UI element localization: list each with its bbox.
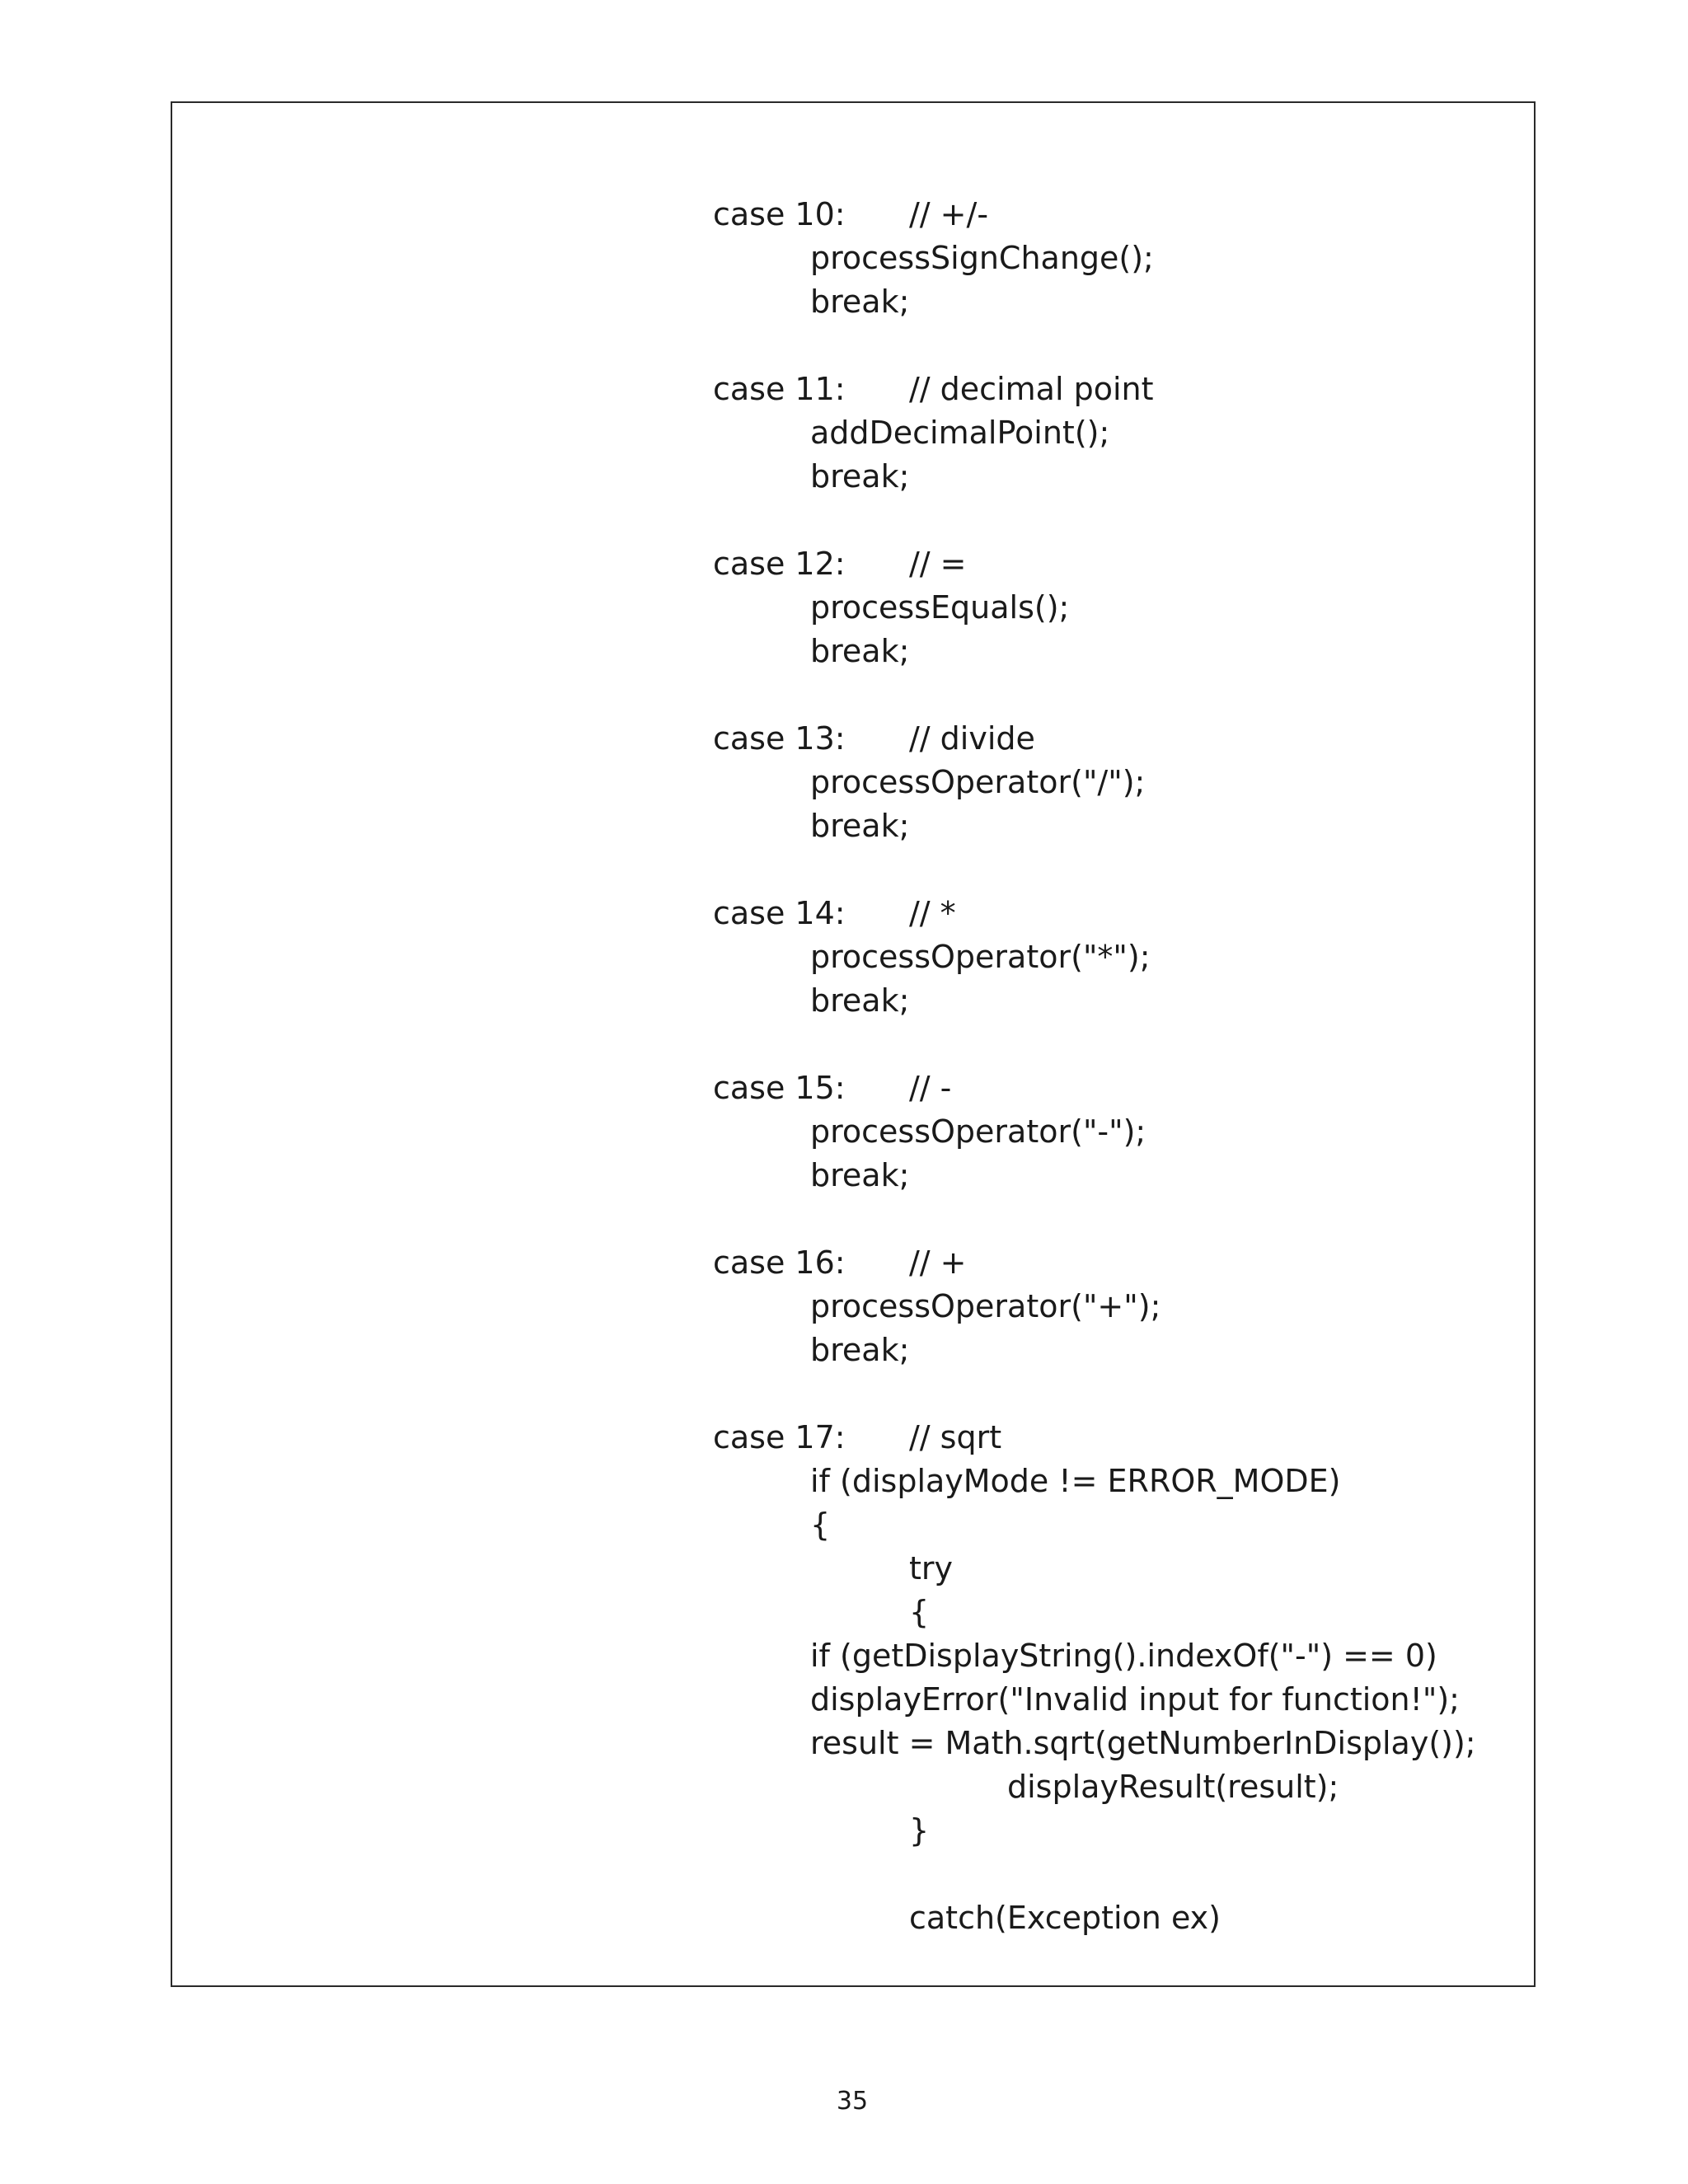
- page-number: 35: [836, 2087, 869, 2116]
- case-17-if-line: if (displayMode != ERROR_MODE): [810, 1463, 1341, 1499]
- case-10-comment: // +/-: [909, 196, 989, 232]
- case-12-call: processEquals();: [810, 589, 1070, 626]
- case-16-label: case 16:: [713, 1244, 846, 1281]
- case-14-comment: // *: [909, 895, 956, 931]
- case-17-result-line: result = Math.sqrt(getNumberInDisplay());: [810, 1725, 1476, 1761]
- case-16-call: processOperator("+");: [810, 1288, 1161, 1324]
- case-13-call: processOperator("/");: [810, 764, 1146, 800]
- case-17-comment: // sqrt: [909, 1419, 1002, 1455]
- case-11-comment: // decimal point: [909, 371, 1154, 407]
- case-13-comment: // divide: [909, 720, 1035, 757]
- case-16-comment: // +: [909, 1244, 967, 1281]
- case-12-break: break;: [810, 633, 910, 669]
- case-17-display-result: displayResult(result);: [1007, 1769, 1339, 1805]
- case-10-label: case 10:: [713, 196, 846, 232]
- case-13-label: case 13:: [713, 720, 846, 757]
- case-17-try-open: {: [909, 1594, 930, 1630]
- case-15-break: break;: [810, 1157, 910, 1193]
- case-12-comment: // =: [909, 546, 967, 582]
- case-15-comment: // -: [909, 1070, 952, 1106]
- case-17-display-error: displayError("Invalid input for function!");: [810, 1681, 1460, 1718]
- case-17-try: try: [909, 1550, 954, 1586]
- case-17-open-brace: {: [810, 1507, 831, 1543]
- case-14-break: break;: [810, 982, 910, 1019]
- case-17-label: case 17:: [713, 1419, 846, 1455]
- case-11-label: case 11:: [713, 371, 846, 407]
- case-12-label: case 12:: [713, 546, 846, 582]
- case-17-try-close: }: [909, 1812, 930, 1849]
- case-15-call: processOperator("-");: [810, 1113, 1146, 1150]
- case-11-break: break;: [810, 458, 910, 494]
- case-17-catch: catch(Exception ex): [909, 1900, 1221, 1936]
- case-15-label: case 15:: [713, 1070, 846, 1106]
- case-10-break: break;: [810, 284, 910, 320]
- case-17-if-negative: if (getDisplayString().indexOf("-") == 0): [810, 1638, 1437, 1674]
- case-14-label: case 14:: [713, 895, 846, 931]
- case-14-call: processOperator("*");: [810, 939, 1151, 975]
- case-13-break: break;: [810, 808, 910, 844]
- case-16-break: break;: [810, 1332, 910, 1368]
- case-10-call: processSignChange();: [810, 240, 1154, 276]
- case-11-call: addDecimalPoint();: [810, 415, 1110, 451]
